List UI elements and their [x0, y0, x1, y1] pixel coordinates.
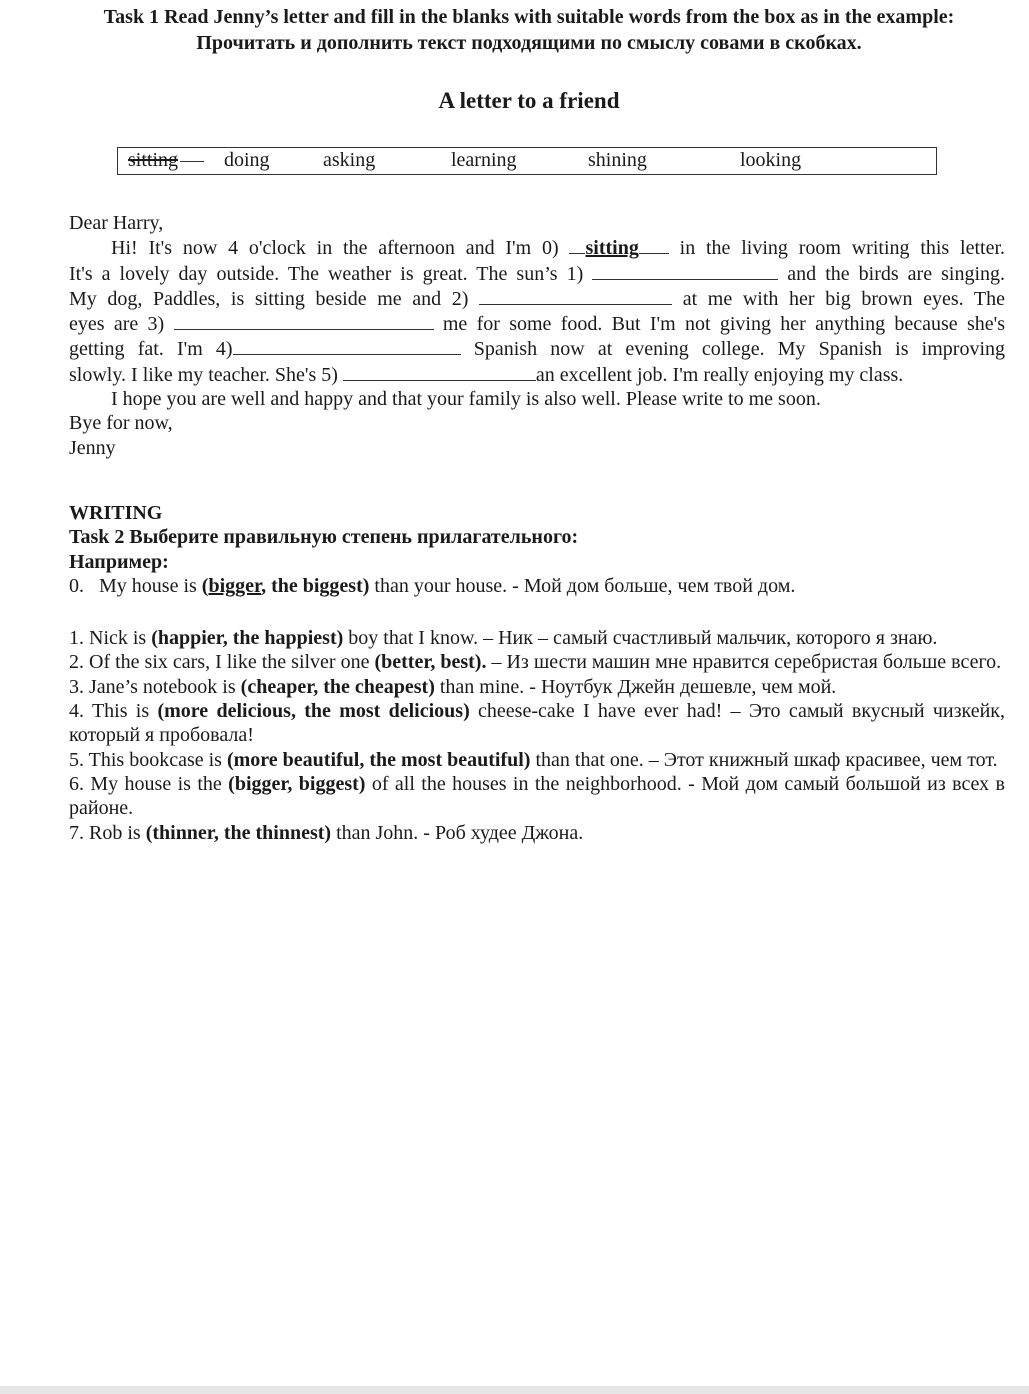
exercise-item: 4. This is (more delicious, the most delicious) cheese-cake I have ever had! – Это самый вкусный чизкейк, который я пробовала! [69, 700, 1006, 747]
letter-line: It's a lovely day outside. The weather is great. The sun’s 1) and the birds are singing. [69, 262, 1006, 285]
blank-1 [592, 261, 778, 280]
word-box-item: asking [323, 149, 376, 171]
letter-title: A letter to a friend [438, 88, 620, 113]
section-heading: WRITING [69, 502, 163, 524]
exercise-item: 7. Rob is (thinner, the thinnest) than John. - Роб худее Джона. [69, 821, 584, 844]
task1-heading-ru: Прочитать и дополнить текст подходящими по смыслу совами в скобках. [196, 32, 862, 54]
letter-line: My dog, Paddles, is sitting beside me and 2) at me with her big brown eyes. The [69, 287, 1006, 310]
blank-line [569, 235, 585, 254]
blank-5 [343, 362, 536, 381]
exercise-item: 2. Of the six cars, I like the silver one (better, best). – Из шести машин мне нравится серебристая больше всего. [69, 651, 1002, 674]
letter-signature: Jenny [69, 436, 116, 459]
task1-heading-en: Task 1 Read Jenny’s letter and fill in the blanks with suitable words from the box as in the example: [103, 6, 955, 28]
word-box-item: looking [740, 149, 802, 171]
task2-heading: Task 2 Выберите правильную степень прилагательного: [69, 526, 579, 549]
letter-line: Hi! It's now 4 o'clock in the afternoon and I'm 0) sitting in the living room writing this letter. [111, 237, 1006, 260]
exercise-item: 5. This bookcase is (more beautiful, the most beautiful) than that one. – Этот книжный шкаф красивее, чем тот. [69, 748, 998, 771]
exercise-item: 6. My house is the (bigger, biggest) of all the houses in the neighborhood. - Мой дом самый большой из всех в районе. [69, 772, 1006, 820]
word-box [117, 147, 937, 175]
task1-heading [40, 4, 1018, 56]
letter-closing: Bye for now, [69, 412, 173, 435]
letter-body [69, 211, 1005, 460]
blank-2 [479, 286, 672, 305]
example-label: Например: [69, 550, 169, 573]
blank-line [639, 235, 669, 254]
writing-section [69, 501, 1005, 845]
blank-3 [174, 311, 434, 330]
letter-greeting: Dear Harry, [69, 212, 164, 234]
blank-4 [233, 336, 461, 355]
word-box-item: shining [588, 149, 647, 171]
example-answer: sitting [585, 237, 639, 260]
word-box-item: sitting [128, 148, 204, 172]
letter-line: I hope you are well and happy and that your family is also well. Please write to me soon. [111, 388, 821, 411]
letter-line: slowly. I like my teacher. She's 5) an excellent job. I'm really enjoying my class. [69, 363, 904, 386]
exercise-item: 3. Jane’s notebook is (cheaper, the cheapest) than mine. - Ноутбук Джейн дешевле, чем мой. [69, 675, 837, 698]
example-item: 0. My house is (bigger, the biggest) than your house. - Мой дом больше, чем твой дом. [69, 574, 796, 597]
word-box-item: doing [224, 149, 270, 171]
letter-line: getting fat. I'm 4) Spanish now at evening college. My Spanish is improving [69, 338, 1005, 361]
letter-line: eyes are 3) me for some food. But I'm not giving her anything because she's [69, 313, 1006, 336]
exercise-item: 1. Nick is (happier, the happiest) boy that I know. – Ник – самый счастливый мальчик, которого я знаю. [69, 627, 938, 650]
page-bottom-edge [0, 1386, 1029, 1394]
word-box-item: learning [451, 149, 517, 171]
